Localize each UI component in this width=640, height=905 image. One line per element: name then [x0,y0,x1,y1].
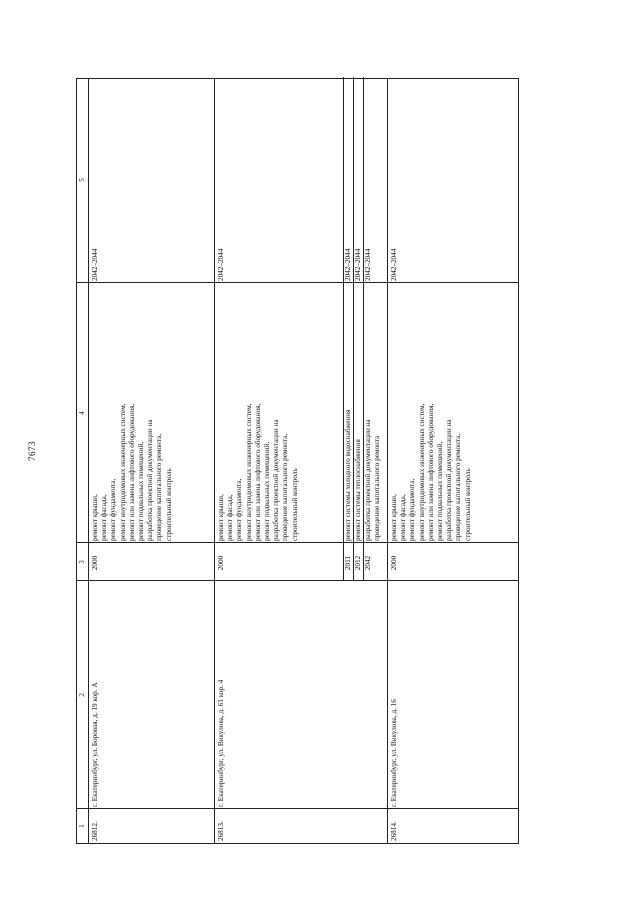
row-period: 2042–2044 [390,248,398,281]
row-works: ремонт крыши, ремонт фасада, ремонт фундамента, ремонт внутридомовых инженерных систем, ремонт или замена лифтового оборудования, ремонт подвальных помещений, разработка проектной документации на проведение капитального ремонта, строительный контроль [217,403,299,541]
header-col-4: 4 [78,411,86,415]
row-number: 26814. [390,821,398,841]
header-col-5: 5 [78,178,86,182]
row-number: 26812. [91,821,99,841]
table-row [214,79,388,843]
row-year: 2000 [91,555,99,571]
sub-row: 2012 ремонт системы теплоснабжения 2042–2044 [353,77,364,581]
header-col-1: 1 [78,824,86,828]
capital-repair-table [76,78,519,844]
row-works: ремонт крыши, ремонт фасада, ремонт фундамента, ремонт внутридомовых инженерных систем, ремонт или замена лифтового оборудования, ремонт подвальных помещений, разработка проектной документации на проведение капитального ремонта, строительный контроль [91,403,173,541]
row-year: 2000 [390,555,398,571]
page-number: 7673 [27,441,37,461]
table-row [88,79,215,843]
header-col-3: 3 [78,560,86,564]
row-address: г. Екатеринбург, ул. Викулова, д. 16 [390,699,398,807]
row-address: г. Екатеринбург, ул. Боровая, д. 19 кор. А [91,682,99,807]
table-row [387,79,521,843]
row-year: 2000 [217,555,225,571]
row-address: г. Екатеринбург, ул. Викулова, д. 61 кор. 4 [217,679,225,807]
header-col-2: 2 [78,693,86,697]
row-works: ремонт крыши, ремонт фасада, ремонт фундамента, ремонт внутридомовых инженерных систем, ремонт или замена лифтового оборудования, ремонт подвальных помещений, разработка проектной документации на проведение капитального ремонта, строительный контроль [390,403,472,541]
row-period: 2042–2044 [91,248,99,281]
row-period: 2042–2044 [217,248,225,281]
row-number: 26813. [217,821,225,841]
sub-row: 2011 ремонт системы холодного водоснабжения 2042–2044 [343,77,354,581]
sub-row: 2042 разработка проектной документации на проведение капитального ремонта 2042–2044 [363,77,388,581]
